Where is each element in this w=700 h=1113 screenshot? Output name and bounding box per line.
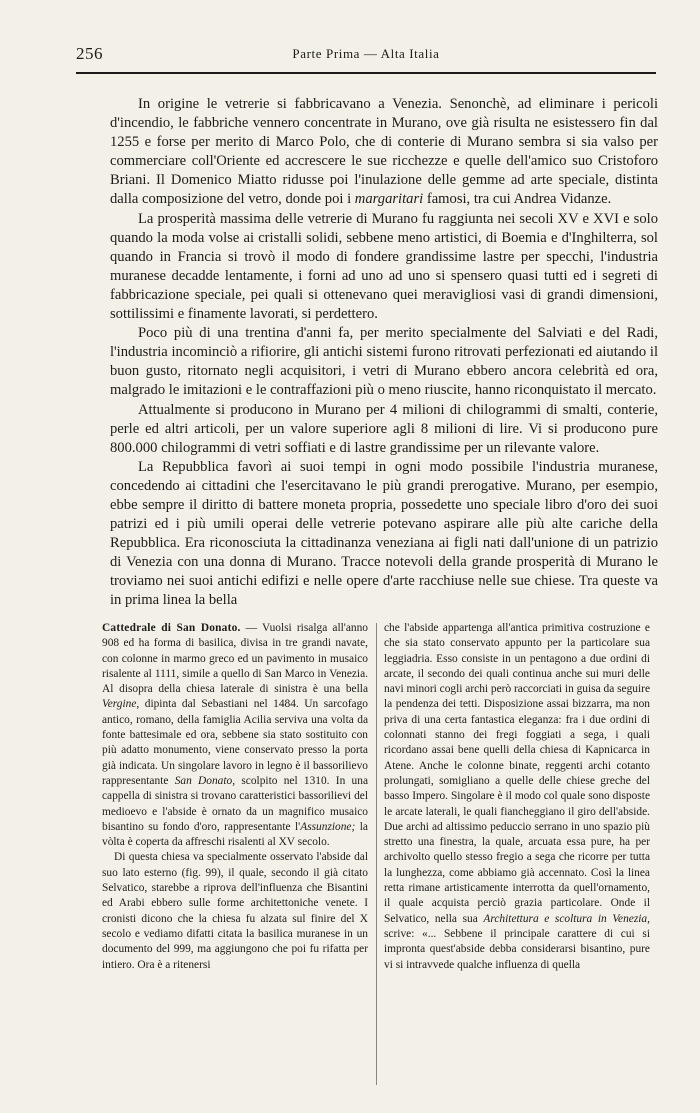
- right-column: [384, 621, 650, 973]
- paragraph-3: Poco più di una trentina d'anni fa, per merito specialmente del Salviati e del Radi, l'industria incominciò a rifiorire, gli antichi sistemi furono ritrovati perfezionati ed aiutando il buon gusto, ritornato negli acquisitori, i vetri di Murano ebbero ancora celebrità ed ora, malgrado le imitazioni e le contraffazioni più o meno riuscite, hanno riconquistato il mercato.: [110, 325, 658, 399]
- column-divider: [376, 623, 377, 1085]
- running-title: Parte Prima — Alta Italia: [292, 46, 440, 61]
- two-column-section: [102, 621, 658, 1091]
- page-number: 256: [76, 44, 103, 63]
- italic-term: margaritari: [354, 191, 424, 208]
- paragraph-2: La prosperità massima delle vetrerie di Murano fu raggiunta nei secoli XV e XVI e solo quando la moda volse ai cristalli solidi, sebbene meno artistici, di Boemia e d'Inghilterra, sol quando in Francia si trovò il modo di fondere grandissime lastre per specchi, l'industria muranese decadde lentamente, i forni ad uno ad uno si spensero quasi tutti ed i segreti di fabbricazione speciale, pei quali si ottenevano quei meravigliosi vasi di grandi dimensioni, sottilissimi e finamente lavorati, si perdettero.: [110, 210, 658, 323]
- running-header: [76, 44, 656, 68]
- header-rule: [76, 72, 656, 74]
- right-paragraph: che l'abside appartenga all'antica primitiva costruzione e che sia stato conservato appunto per la particolare sua leggiadria. Esso consiste in un pentagono a due ordini di arcate, il secondo dei quali continua anche sui muri delle navi minori cogli archi però raccorciati in guisa da seguire la pendenza dei tetti. Disposizione assai bizzarra, ma non priva di una certa fantastica eleganza: fra i due ordini di colonnati stanno dei fregi foggiati a sega, i quali ricordano assai bene quelli della chiesa di Kapnicarca in Atene. Anche le colonne binate, reggenti archi cotanto prolungati, somigliano a quelle delle chiese greche del basso Impero. Singolare è il modo col quale sono disposte le arcate laterali, le quali fiancheggiano il giro dell'abside. Due archi ad altissimo peduccio serrano in uno spazio più stretto una finestra, la quale, arcuata essa pure, ha per archivolto quello stesso fregio a sega che ricorre per tutta la lunghezza, come abbiamo già accennato. Così la linea retta rimane artisticamente interrotta da quell'ornamento, il quale acquista perciò grazia particolare. Onde il Selvatico, nella sua Architettura e scoltura in Venezia, scrive: «... Sebbene il principale carattere di cui si impronta quest'abside debba considerarsi bisantino, pure vi si intravvede qualche influenza di quella: [384, 622, 650, 971]
- left-paragraph-2: Di questa chiesa va specialmente osservato l'abside dal suo lato esterno (fig. 99), il quale, secondo il già citato Selvatico, starebbe a riprova dell'influenza che Bisantini ed Arabi ebbero sulle forme architettoniche venete. I cronisti dicono che la chiesa fu alzata sul finire del X secolo e vediamo difatti citata la basilica muranese in un documento del 999, ma aggiungono che poi fu rifatta per intiero. Ora è a ritenersi: [102, 851, 368, 971]
- left-paragraph-1: Cattedrale di San Donato. — Vuolsi risalga all'anno 908 ed ha forma di basilica, divisa in tre grandi navate, con colonne in marmo greco ed un pavimento in musaico risalente al 1111, simile a quello di San Marco in Venezia. Al disopra della chiesa laterale di sinistra è una bella Vergine, dipinta dal Sebastiani nel 1484. Un sarcofago antico, romano, della famiglia Acilia serviva una volta da fonte battesimale ed ora, sebbene sia stato sostituito con più adatto monumento, viene conservato presso la porta già indicata. Un singolare lavoro in legno è il bassorilievo rappresentante San Donato, scolpito nel 1310. In una cappella di sinistra si trovano caratteristici bassorilievi del medioevo e l'abside è ornato da un magnifico musaico bisantino su fondo d'oro, rappresentante l'Assunzione; la vòlta è coperta da affreschi risalenti al XV secolo.: [102, 622, 368, 849]
- main-text: [110, 95, 658, 611]
- section-title: Cattedrale di San Donato.: [102, 622, 241, 634]
- left-column: [102, 621, 368, 973]
- paragraph-5: La Repubblica favorì ai suoi tempi in ogni modo possibile l'industria muranese, concedendo ai cittadini che l'esercitavano le più grandi prerogative. Murano, per esempio, ebbe sempre il diritto di battere moneta propria, possedette uno speciale libro d'oro dei suoi patrizi ed i più umili operai delle vetrerie potevano aspirare alle più alte cariche della Repubblica. Era riconosciuta la cittadinanza veneziana ai figli nati dall'unione di un patrizio di Venezia con una donna di Murano. Tracce notevoli della grande prosperità di Murano le troviamo nei suoi antichi edifizi e nelle opere d'arte racchiuse nelle sue chiese. Tra queste va in prima linea la bella: [110, 458, 658, 609]
- paragraph-1: In origine le vetrerie si fabbricavano a Venezia. Senonchè, ad eliminare i pericoli d'incendio, le fabbriche vennero concentrate in Murano, ove già risulta ne esistessero fin dal 1255 e forse per merito di Marco Polo, che di conterie di Murano sembra si sia valso per commerciare coll'Oriente ed accrescere le sue ricchezze e quelle dell'amico suo Cristoforo Briani. Il Domenico Miatto ridusse poi l'inulazione delle gemme ad arte speciale, distinta dalla composizione del vetro, donde poi i margaritari famosi, tra cui Andrea Vidanze.: [110, 96, 658, 208]
- italic-book-title: Architettura e scoltura in Venezia: [483, 912, 648, 925]
- paragraph-4: Attualmente si producono in Murano per 4 milioni di chilogrammi di smalti, conterie, perle ed altri articoli, per un valore superiore agli 8 milioni di lire. Vi si producono pure 800.000 chilogrammi di vetri soffiati e di lastre grandissime per un rilevante valore.: [110, 401, 658, 456]
